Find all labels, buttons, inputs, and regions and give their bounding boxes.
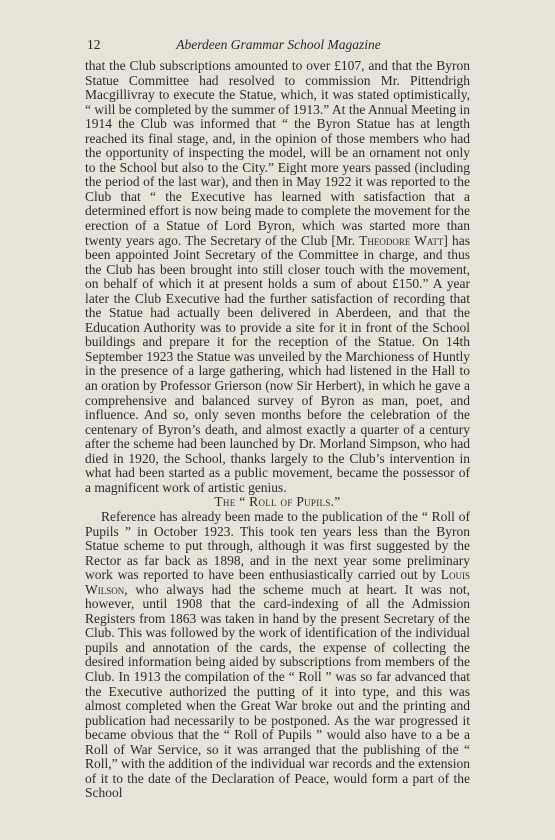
page-header	[87, 36, 470, 54]
paragraph-text: ] has been appointed Joint Secretary of the Committee in charge, and thus the Club has been brought into still closer touch with the movement, on behalf of which it at present holds a sum of about £150.” A year later the Club Executive had the further satisfaction of recording that the Statue had actually been delivered in Aberdeen, and that the Education Authority was to provide a site for it in front of the School buildings and prepare it for the reception of the Statue. On 14th September 1923 the Statue was unveiled by the Marchioness of Huntly in the presence of a large gathering, which had listened in the Hall to an oration by Professor Grierson (now Sir Herbert), in which he gave a comprehensive and balanced survey of Byron as man, poet, and influence. And so, only seven months before the celebration of the centenary of Byron’s death, and almost exactly a quarter of a century after the scheme had been launched by Dr. Morland Simpson, who had died in 1920, the School, thanks largely to the Club’s intervention in what had been started as a public movement, became the possessor of a magnificent work of artistic genius.	[85, 232, 470, 495]
paragraph-byron-statue	[85, 59, 470, 495]
page-number: 12	[87, 37, 101, 52]
paragraph-roll-of-pupils	[85, 510, 470, 801]
article-body	[85, 59, 470, 801]
person-name: Theodore Watt	[359, 232, 444, 248]
section-heading: The “ Roll of Pupils.”	[214, 494, 341, 510]
paragraph-text: that the Club subscriptions amounted to over £107, and that the Byron Statue Committee had resolved to commission Mr. Pittendrigh Macgillivray to execute the Statue, which, it was stated optimistically, “ will be completed by the summer of 1913.” At the Annual Meeting in 1914 the Club was informed that “ the Byron Statue has at length reached its final stage, and, in the opinion of those members who had the opportunity of inspecting the model, will be an ornament not only to the School but also to the City.” Eight more years passed (including the period of the last war), and then in May 1922 it was reported to the Club that “ the Executive has learned with satisfaction that a determined effort is now being made to complete the movement for the erection of a Statue of Lord Byron, which was started more than twenty years ago. The Secretary of the Club [Mr.	[85, 58, 470, 248]
paragraph-text: Reference has already been made to the publication of the “ Roll of Pupils ” in October 1923. This took ten years less than the Byron Statue scheme to put through, although it was first suggested by the Rector as far back as 1898, and in the next year some preliminary work was reported to have been enthusiastically carried out by	[85, 508, 470, 583]
person-name: Louis Wilson	[85, 567, 470, 597]
paragraph-text: , who always had the scheme much at heart. It was not, however, until 1908 that the card-indexing of all the Admission Registers from 1863 was taken in hand by the present Secretary of the Club. This was followed by the work of identification of the individual pupils and annotation of the cards, the expense of collecting the desired information being aided by subscriptions from members of the Club. In 1913 the compilation of the “ Roll ” was so far advanced that the Executive authorized the putting of it into type, and this was almost completed when the Great War broke out and the printing and publication had necessarily to be postponed. As the war progressed it became obvious that the “ Roll of Pupils ” would also have to a be a Roll of War Service, so it was arranged that the publishing of the “ Roll,” with the addition of the individual war records and the extension of it to the date of the Declaration of Peace, would form a part of the School	[85, 581, 470, 801]
running-title: Aberdeen Grammar School Magazine	[176, 37, 381, 52]
